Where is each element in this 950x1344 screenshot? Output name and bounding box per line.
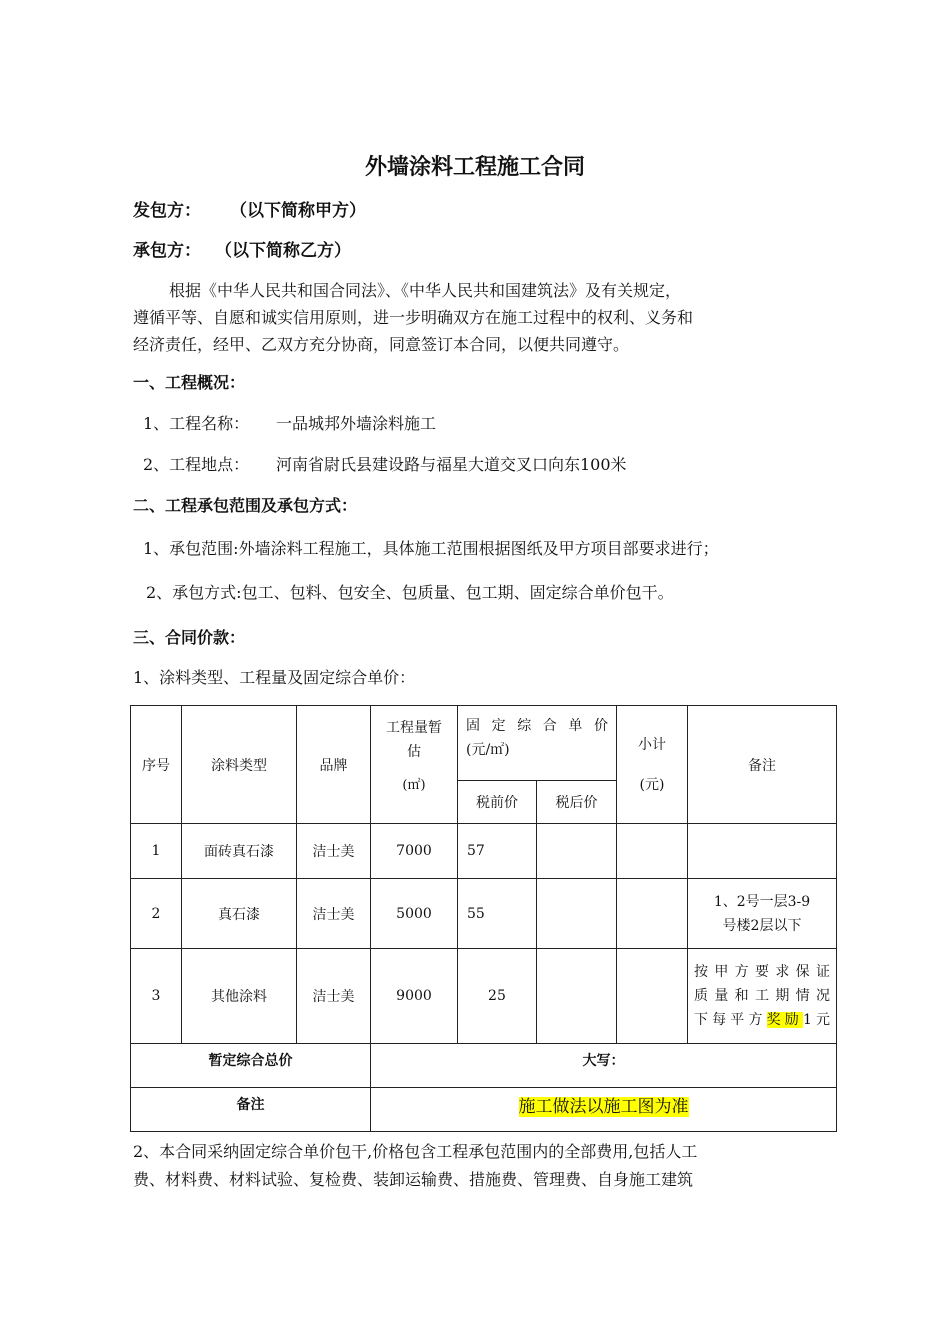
header-qty-line2: 估: [407, 744, 421, 760]
row2-no: 2: [131, 879, 182, 949]
row2-subtotal: [617, 879, 688, 949]
section3-sub1: 1、涂料类型、工程量及固定综合单价：: [133, 668, 416, 687]
header-qty-unit: (㎡): [402, 778, 426, 793]
table-note-row: [131, 1088, 837, 1132]
row1-post-tax: [536, 824, 616, 879]
header-remark: 备注: [688, 706, 837, 824]
row3-pre-tax: 25: [458, 949, 537, 1044]
table-row: [131, 949, 837, 1044]
header-type: 涂料类型: [182, 706, 297, 824]
row1-qty: 7000: [371, 824, 458, 879]
employer-label: 发包方：: [133, 201, 201, 221]
row3-brand: 洁士美: [297, 949, 371, 1044]
header-no: 序号: [131, 706, 182, 824]
row3-qty: 9000: [371, 949, 458, 1044]
header-brand: 品牌: [297, 706, 371, 824]
header-unit-price-line2: (元/㎡): [466, 742, 510, 758]
project-location-label: 2、工程地点：: [143, 455, 250, 474]
header-unit-price: [458, 706, 617, 781]
reward-highlight: 奖励: [766, 1012, 803, 1028]
project-location-value: 河南省尉氏县建设路与福星大道交叉口向东100米: [276, 455, 627, 474]
project-name-value: 一品城邦外墙涂料施工: [276, 414, 437, 433]
row3-subtotal: [617, 949, 688, 1044]
row2-post-tax: [536, 879, 616, 949]
header-pre-tax: 税前价: [458, 781, 537, 824]
contractor-label: 承包方：: [133, 241, 201, 261]
table-row: [131, 879, 837, 949]
note-value-cell: [371, 1088, 837, 1132]
para2-line-2: 费、材料费、材料试验、复检费、装卸运输费、措施费、管理费、自身施工建筑: [133, 1170, 694, 1189]
header-subtotal-line1: 小计: [638, 736, 666, 753]
row3-type: 其他涂料: [182, 949, 297, 1044]
header-post-tax: 税后价: [536, 781, 616, 824]
row2-remark-line1: 1、2号一层3-9: [713, 893, 811, 910]
table-header-row: [131, 706, 837, 781]
intro-line-2: 遵循平等、自愿和诚实信用原则，进一步明确双方在施工过程中的权利、义务和: [133, 308, 694, 327]
total-label: 暂定综合总价: [131, 1044, 371, 1088]
row3-post-tax: [536, 949, 616, 1044]
row2-remark: [688, 879, 837, 949]
row3-remark: [688, 949, 837, 1044]
scope-text: 1、承包范围:外墙涂料工程施工，具体施工范围根据图纸及甲方项目部要求进行；: [143, 539, 719, 558]
section1-heading: 一、工程概况：: [133, 373, 246, 392]
header-subtotal-line2: (元): [639, 776, 665, 793]
header-unit-price-line1: 固 定 综 合 单 价: [466, 718, 608, 734]
mode-text: 2、承包方式:包工、包料、包安全、包质量、包工期、固定综合单价包干。: [146, 583, 674, 602]
row2-pre-tax: 55: [458, 879, 537, 949]
row3-remark-line1: 按甲方要求保证: [694, 964, 830, 980]
row3-remark-line3-post: 1元: [802, 1012, 830, 1028]
price-table: [130, 705, 837, 1132]
row3-remark-line3: [694, 1008, 830, 1032]
row2-remark-line2: 号楼2层以下: [722, 917, 802, 934]
row2-brand: 洁士美: [297, 879, 371, 949]
row2-qty: 5000: [371, 879, 458, 949]
row1-pre-tax: 57: [458, 824, 537, 879]
intro-line-3: 经济责任，经甲、乙双方充分协商，同意签订本合同，以便共同遵守。: [133, 335, 630, 354]
intro-paragraph: [133, 277, 823, 358]
header-qty-line1: 工程量暂: [386, 720, 442, 736]
header-qty: [371, 706, 458, 824]
header-subtotal: [617, 706, 688, 824]
contractor-note: （以下简称乙方）: [215, 241, 351, 261]
note-value: 施工做法以施工图为准: [518, 1097, 689, 1117]
section2-heading: 二、工程承包范围及承包方式：: [133, 496, 358, 515]
note-label: 备注: [131, 1088, 371, 1132]
row2-type: 真石漆: [182, 879, 297, 949]
row1-remark: [688, 824, 837, 879]
table-total-row: [131, 1044, 837, 1088]
intro-line-1: 根据《中华人民共和国合同法》、《中华人民共和国建筑法》及有关规定，: [169, 281, 682, 300]
project-name-label: 1、工程名称：: [143, 414, 250, 433]
contract-title: 外墙涂料工程施工合同: [364, 155, 585, 180]
price-paragraph-2: [133, 1138, 823, 1194]
employer-note: （以下简称甲方）: [230, 201, 366, 221]
table-row: [131, 824, 837, 879]
row1-type: 面砖真石漆: [182, 824, 297, 879]
row3-no: 3: [131, 949, 182, 1044]
row3-remark-line2: 质量和工期情况: [694, 988, 830, 1004]
row1-no: 1: [131, 824, 182, 879]
para2-line-1: 2、本合同采纳固定综合单价包干,价格包含工程承包范围内的全部费用,包括人工: [133, 1142, 698, 1161]
section3-heading: 三、合同价款：: [133, 628, 246, 647]
row1-brand: 洁士美: [297, 824, 371, 879]
row1-subtotal: [617, 824, 688, 879]
total-value-label: 大写：: [371, 1044, 837, 1088]
row3-remark-line3-pre: 下每平方: [694, 1012, 767, 1028]
